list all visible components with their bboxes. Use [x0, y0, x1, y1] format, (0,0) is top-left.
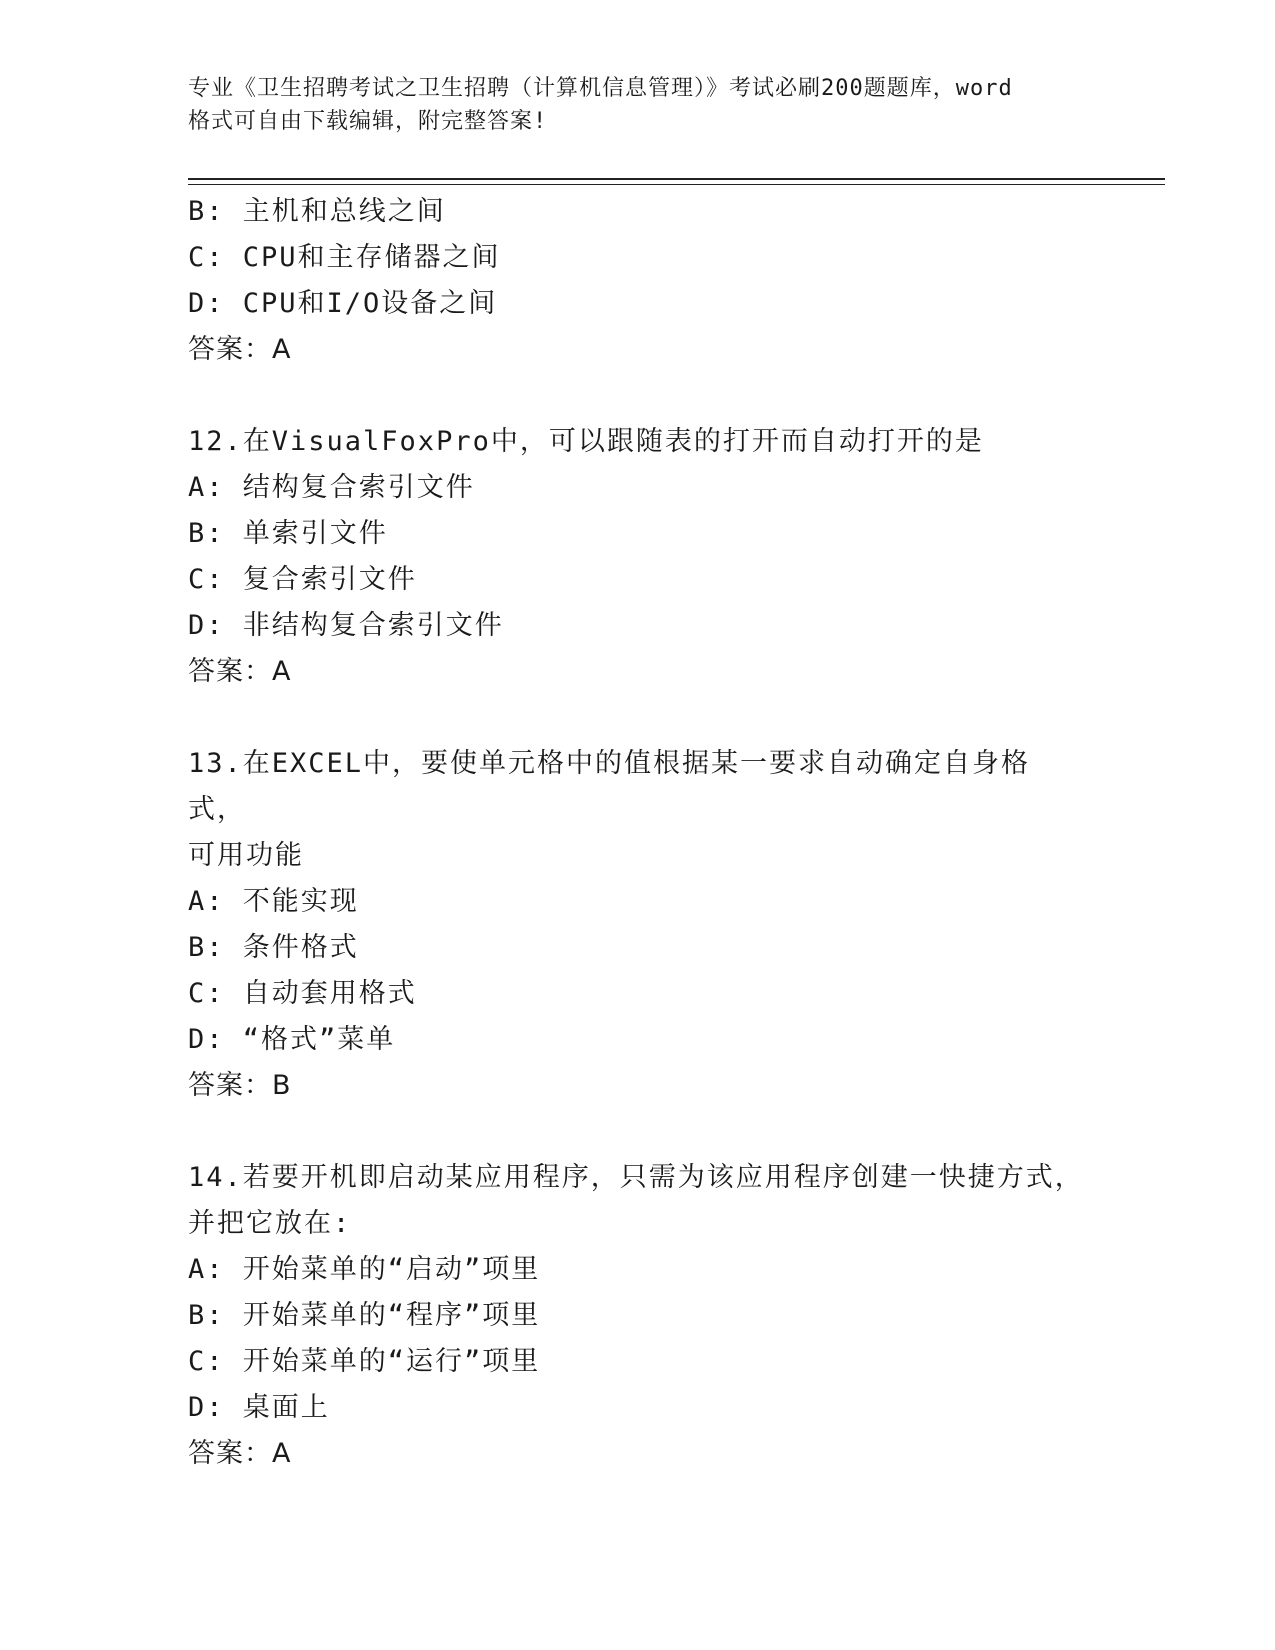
- option-c: C: 复合索引文件: [188, 564, 417, 595]
- option-d: D: “格式”菜单: [188, 1024, 396, 1055]
- header-divider-thin: [188, 184, 1165, 185]
- option-a: A: 开始菜单的“启动”项里: [188, 1254, 541, 1285]
- option-c: C: CPU和主存储器之间: [188, 242, 501, 273]
- question-13-block: [188, 741, 1088, 1109]
- option-a: A: 不能实现: [188, 886, 359, 917]
- option-d: D: CPU和I/O设备之间: [188, 288, 498, 319]
- option-d: D: 非结构复合索引文件: [188, 610, 504, 641]
- question-12-block: [188, 419, 1088, 695]
- question-11-block: [188, 189, 1088, 373]
- header-title-line-2: 格式可自由下载编辑，附完整答案!: [188, 109, 548, 134]
- question-text-line-1: 14.若要开机即启动某应用程序，只需为该应用程序创建一快捷方式，: [188, 1162, 1084, 1193]
- question-text-line-1: 13.在EXCEL中，要使单元格中的值根据某一要求自动确定自身格式，: [188, 748, 1031, 825]
- spacer: [188, 1109, 1088, 1155]
- answer-line: 答案：A: [188, 1438, 292, 1469]
- header-divider-thick: [188, 178, 1165, 180]
- answer-line: 答案：A: [188, 656, 292, 687]
- question-14-block: [188, 1155, 1088, 1477]
- option-d: D: 桌面上: [188, 1392, 330, 1423]
- header-title-line-1: 专业《卫生招聘考试之卫生招聘（计算机信息管理）》考试必刷200题题库，word: [188, 76, 1013, 101]
- question-text-line-2: 并把它放在:: [188, 1208, 352, 1239]
- spacer: [188, 695, 1088, 741]
- document-header: [188, 72, 1108, 138]
- answer-line: 答案：B: [188, 1070, 292, 1101]
- question-text-line-2: 可用功能: [188, 840, 304, 871]
- option-b: B: 单索引文件: [188, 518, 388, 549]
- option-c: C: 开始菜单的“运行”项里: [188, 1346, 541, 1377]
- option-b: B: 条件格式: [188, 932, 359, 963]
- spacer: [188, 373, 1088, 419]
- question-text: 12.在VisualFoxPro中，可以跟随表的打开而自动打开的是: [188, 426, 984, 457]
- option-b: B: 开始菜单的“程序”项里: [188, 1300, 541, 1331]
- question-list: [188, 189, 1088, 1477]
- answer-line: 答案：A: [188, 334, 292, 365]
- option-b: B: 主机和总线之间: [188, 196, 446, 227]
- option-a: A: 结构复合索引文件: [188, 472, 475, 503]
- option-c: C: 自动套用格式: [188, 978, 417, 1009]
